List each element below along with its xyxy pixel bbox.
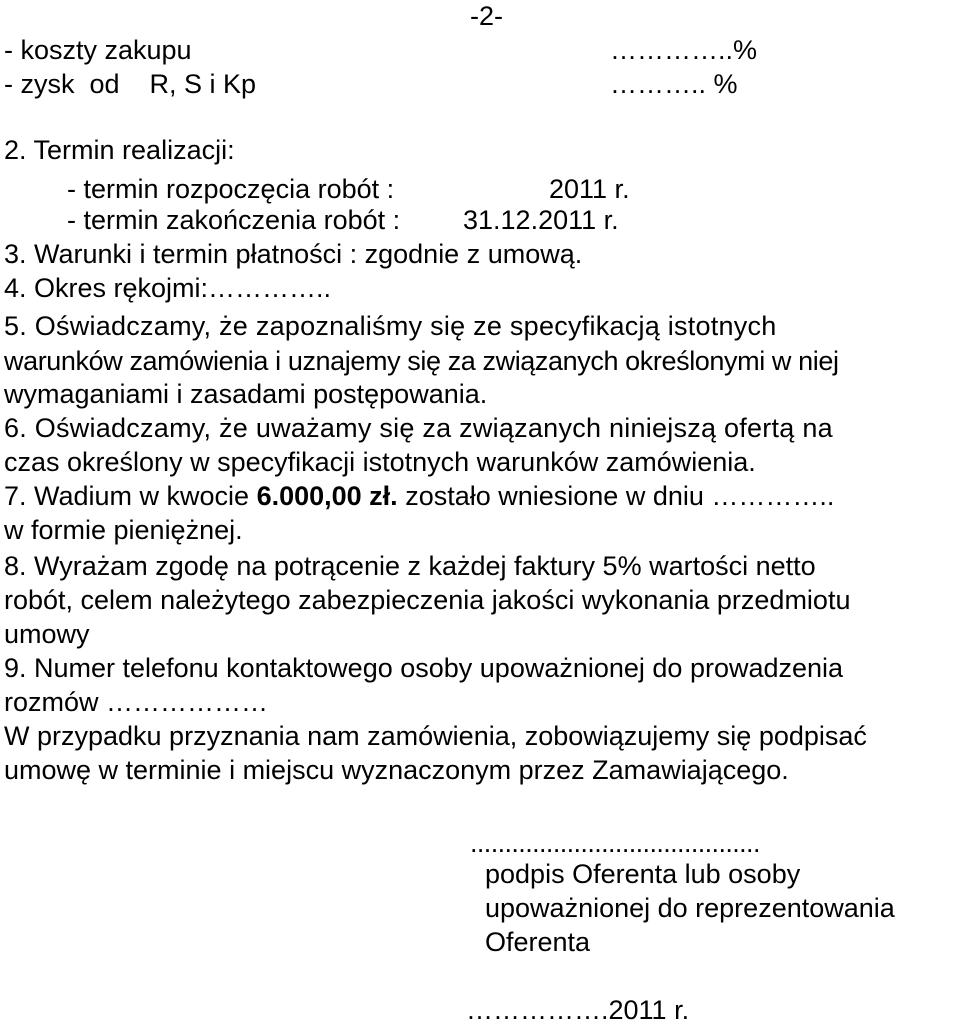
item5-line3: wymaganiami i zasadami postępowania. <box>4 379 488 409</box>
signature-line2: upoważnionej do reprezentowania <box>485 893 895 923</box>
signature-line3: Oferenta <box>485 927 591 957</box>
item7-amount: 6.000,00 zł. <box>256 481 398 511</box>
closing-line1: W przypadku przyznania nam zamówienia, zobowiązujemy się podpisać <box>4 721 867 751</box>
end-value: 31.12.2011 r. <box>463 205 619 235</box>
closing-line2: umowę w terminie i miejscu wyznaczonym przez Zamawiającego. <box>4 755 789 785</box>
item7-line1 <box>4 480 834 512</box>
cost-purchase-value: …………..% <box>610 35 758 65</box>
section2-title: 2. Termin realizacji: <box>4 135 235 165</box>
signature-dots: .......................................... <box>470 828 760 858</box>
item3-payment-terms: 3. Warunki i termin płatności : zgodnie z umową. <box>4 239 583 269</box>
item7-suffix: zostało wniesione w dniu ………….. <box>397 481 835 511</box>
profit-label: - zysk od R, S i Kp <box>4 69 257 99</box>
item7-prefix: 7. Wadium w kwocie <box>4 481 257 511</box>
page-number: -2- <box>470 1 503 31</box>
cost-purchase-label: - koszty zakupu <box>4 35 192 65</box>
item9-line2: rozmów ……………… <box>4 687 269 717</box>
profit-value: ……….. % <box>610 69 738 99</box>
item8-line2: robót, celem należytego zabezpieczenia jakości wykonania przedmiotu <box>4 585 851 615</box>
item8-line3: umowy <box>4 619 90 649</box>
start-value: 2011 r. <box>549 174 630 204</box>
item8-line1: 8. Wyrażam zgodę na potrącenie z każdej faktury 5% wartości netto <box>4 551 816 581</box>
item4-warranty: 4. Okres rękojmi:………….. <box>4 273 332 303</box>
item9-line1: 9. Numer telefonu kontaktowego osoby upoważnionej do prowadzenia <box>4 653 844 683</box>
start-label: - termin rozpoczęcia robót : <box>67 174 395 204</box>
item5-line1: 5. Oświadczamy, że zapoznaliśmy się ze specyfikacją istotnych <box>4 311 777 341</box>
item7-line2: w formie pieniężnej. <box>4 515 243 545</box>
item5-line2: warunków zamówienia i uznajemy się za związanych określonymi w niej <box>4 346 839 376</box>
signature-line1: podpis Oferenta lub osoby <box>485 859 801 889</box>
item6-line1: 6. Oświadczamy, że uważamy się za związanych niniejszą ofertą na <box>4 413 833 443</box>
end-label: - termin zakończenia robót : <box>67 205 401 235</box>
item6-line2: czas określony w specyfikacji istotnych warunków zamówienia. <box>4 447 756 477</box>
date-line: …………….2011 r. <box>466 995 690 1025</box>
